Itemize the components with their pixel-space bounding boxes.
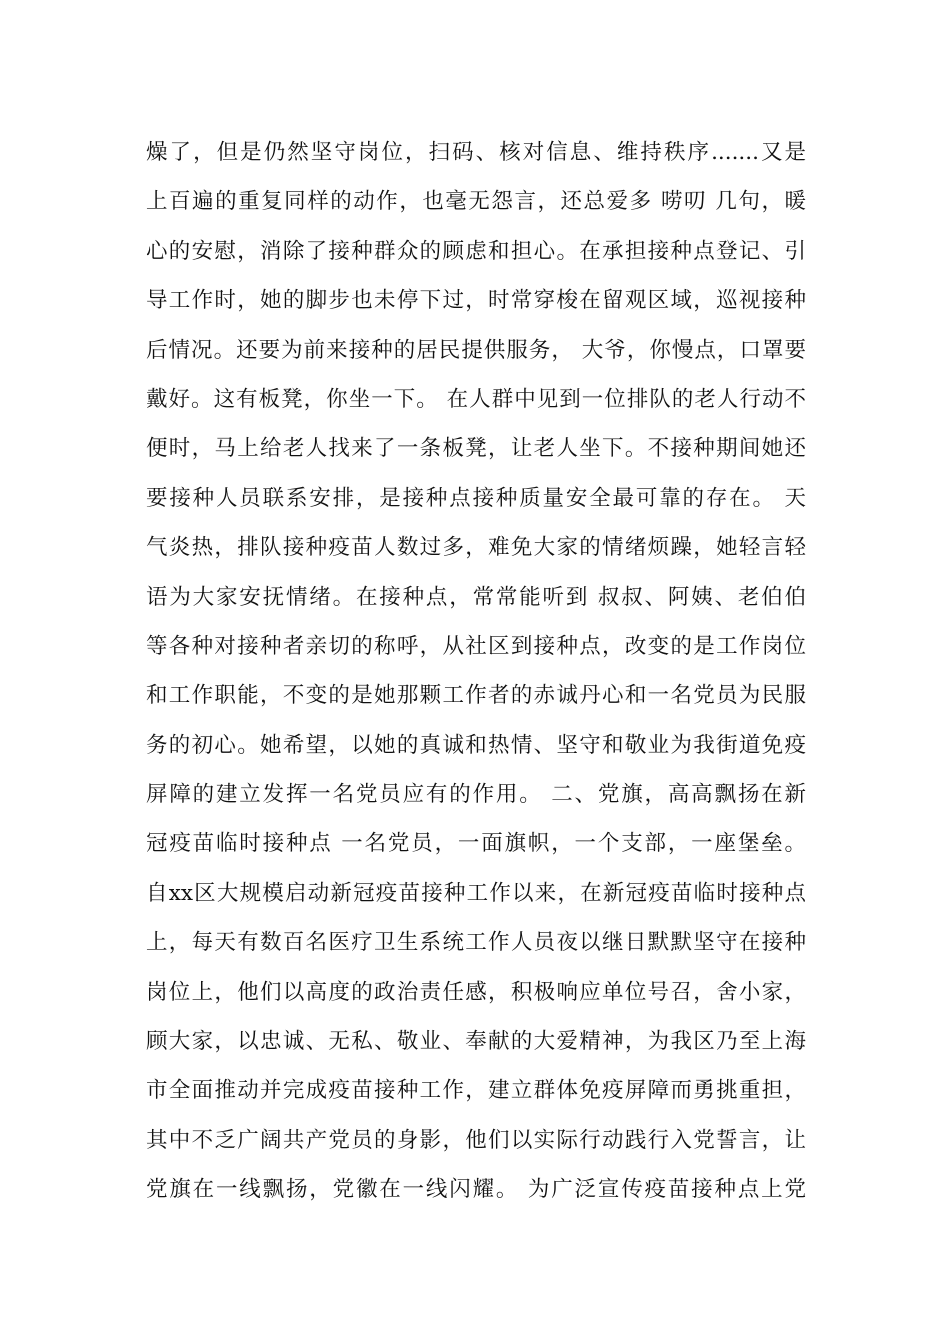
- text-line-19: 顾大家，以忠诚、无私、敬业、奉献的大爱精神，为我区乃至上海: [146, 1029, 806, 1055]
- text-line-13: 务的初心。她希望，以她的真诚和热情、坚守和敬业为我街道免疫: [146, 732, 806, 758]
- text-line-15: 冠疫苗临时接种点 一名党员，一面旗帜，一个支部，一座堡垒。: [146, 831, 806, 857]
- text-line-16: 自xx区大规模启动新冠疫苗接种工作以来，在新冠疫苗临时接种点: [146, 880, 806, 906]
- text-line-8: 要接种人员联系安排，是接种点接种质量安全最可靠的存在。 天: [146, 485, 806, 511]
- text-line-2: 上百遍的重复同样的动作，也毫无怨言，还总爱多 唠叨 几句，暖: [146, 189, 806, 215]
- text-line-12: 和工作职能，不变的是她那颗工作者的赤诚丹心和一名党员为民服: [146, 683, 806, 709]
- text-line-21: 其中不乏广阔共产党员的身影，他们以实际行动践行入党誓言，让: [146, 1127, 806, 1153]
- text-line-10: 语为大家安抚情绪。在接种点，常常能听到 叔叔、阿姨、老伯伯: [146, 584, 806, 610]
- text-line-6: 戴好。这有板凳，你坐一下。 在人群中见到一位排队的老人行动不: [146, 386, 806, 412]
- text-line-11: 等各种对接种者亲切的称呼，从社区到接种点，改变的是工作岗位: [146, 633, 806, 659]
- text-line-5: 后情况。还要为前来接种的居民提供服务， 大爷，你慢点，口罩要: [146, 337, 806, 363]
- text-line-9: 气炎热，排队接种疫苗人数过多，难免大家的情绪烦躁，她轻言轻: [146, 535, 806, 561]
- text-line-18: 岗位上，他们以高度的政治责任感，积极响应单位号召，舍小家，: [146, 979, 806, 1005]
- text-line-14: 屏障的建立发挥一名党员应有的作用。 二、党旗，高高飘扬在新: [146, 782, 806, 808]
- text-line-17: 上，每天有数百名医疗卫生系统工作人员夜以继日默默坚守在接种: [146, 930, 806, 956]
- text-line-22: 党旗在一线飘扬，党徽在一线闪耀。 为广泛宣传疫苗接种点上党: [146, 1177, 806, 1203]
- text-line-1: 燥了，但是仍然坚守岗位，扫码、核对信息、维持秩序.......又是: [146, 140, 806, 165]
- text-line-7: 便时，马上给老人找来了一条板凳，让老人坐下。不接种期间她还: [146, 436, 806, 462]
- text-line-3: 心的安慰，消除了接种群众的顾虑和担心。在承担接种点登记、引: [146, 238, 806, 264]
- text-line-4: 导工作时，她的脚步也未停下过，时常穿梭在留观区域，巡视接种: [146, 288, 806, 314]
- body-text: [146, 128, 806, 1215]
- text-line-20: 市全面推动并完成疫苗接种工作，建立群体免疫屏障而勇挑重担，: [146, 1078, 806, 1104]
